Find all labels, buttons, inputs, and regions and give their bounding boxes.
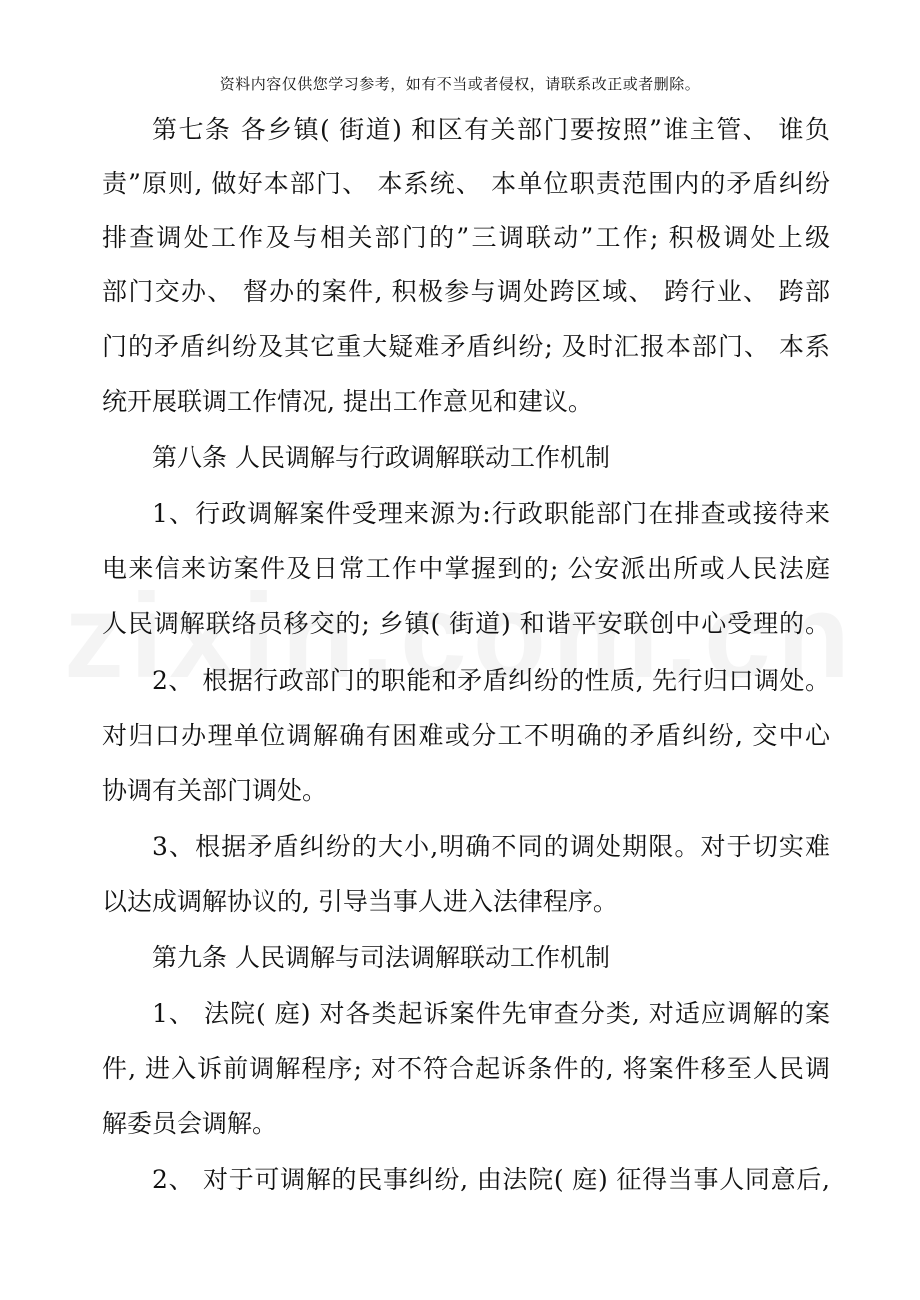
text-line: 3、根据矛盾纠纷的大小,明确不同的调处期限。对于切实难	[152, 832, 830, 861]
disclaimer-header: 资料内容仅供您学习参考，如有不当或者侵权，请联系改正或者删除。	[219, 75, 701, 93]
text-line: 1、 法院( 庭) 对各类起诉案件先审查分类, 对适应调解的案	[152, 999, 830, 1028]
text-line: 2、 对于可调解的民事纠纷, 由法院( 庭) 征得当事人同意后,	[152, 1165, 830, 1194]
text-line: 1、行政调解案件受理来源为:行政职能部门在排查或接待来	[152, 499, 830, 528]
text-line: 以达成调解协议的, 引导当事人进入法律程序。	[102, 887, 618, 916]
text-line: 电来信来访案件及日常工作中掌握到的; 公安派出所或人民法庭	[102, 554, 830, 583]
text-line: 第七条 各乡镇( 街道) 和区有关部门要按照”谁主管、 谁负	[152, 115, 830, 144]
section-heading: 第八条 人民调解与行政调解联动工作机制	[152, 443, 610, 472]
text-line: 统开展联调工作情况, 提出工作意见和建议。	[102, 387, 593, 416]
text-line: 人民调解联络员移交的; 乡镇( 街道) 和谐平安联创中心受理的。	[102, 609, 830, 638]
text-line: 对归口办理单位调解确有困难或分工不明确的矛盾纠纷, 交中心	[102, 721, 830, 750]
text-line: 2、 根据行政部门的职能和矛盾纠纷的性质, 先行归口调处。	[152, 666, 830, 695]
text-line: 解委员会调解。	[102, 1109, 278, 1138]
text-line: 排查调处工作及与相关部门的”三调联动”工作; 积极调处上级	[102, 223, 830, 252]
text-line: 部门交办、 督办的案件, 积极参与调处跨区域、 跨行业、 跨部	[102, 277, 830, 306]
text-line: 协调有关部门调处。	[102, 776, 328, 805]
text-line: 件, 进入诉前调解程序; 对不符合起诉条件的, 将案件移至人民调	[102, 1054, 830, 1083]
section-heading: 第九条 人民调解与司法调解联动工作机制	[152, 943, 610, 972]
text-line: 门的矛盾纠纷及其它重大疑难矛盾纠纷; 及时汇报本部门、 本系	[102, 332, 830, 361]
text-line: 责”原则, 做好本部门、 本系统、 本单位职责范围内的矛盾纠纷	[102, 169, 830, 198]
